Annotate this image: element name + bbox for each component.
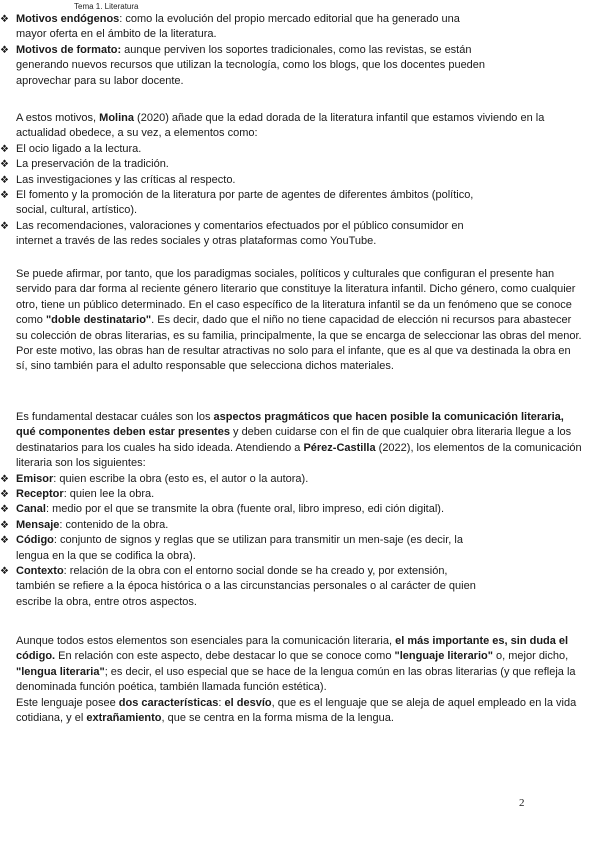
list-item [0,12,488,43]
list-item-text: : conjunto de signos y reglas que se utilizan para transmitir un men-saje (es decir, la lengua en la que se codifica la obra). [16,534,463,562]
diamond-bullet-icon: ❖ [0,190,9,202]
text-run: (2022), los elementos de la comunicación literaria son los siguientes: [16,441,582,470]
list-item-text: Las investigaciones y las críticas al respecto. [16,173,236,186]
diamond-bullet-icon: ❖ [0,519,9,531]
list-item-text: : quien escribe la obra (esto es, el autor o la autora). [53,472,309,485]
list-item [0,43,488,89]
list-item-text: El ocio ligado a la lectura. [16,142,142,155]
text-run: . Es decir, dado que el niño no tiene capacidad de elección ni recursos para abastecer su colección de obras literarias, es su familia, principalmente, la que se encarga de seleccionar las obras del menor. Por este motivo, las obras han de resultar atractivas no solo para el infante, que es al que va destinada la obra en sí, sino también para el adulto responsable que selecciona dichos materiales. [16,314,582,373]
text-run: , que es el lenguaje que se aleja de aquel empleado en la vida cotidiana, y el [16,696,577,725]
text-run: Se puede afirmar, por tanto, que los paradigmas sociales, políticos y culturales que configuran el presente han servido para dar forma al reciente género literario que constituye la literatura infantil. Dicho género, como cualquier otro, tiene un público determinado. En el caso específico de la literatura infantil se da un fenómeno que se conoce como [16,268,576,327]
list-item-term: Motivos de formato: [16,43,122,56]
highlight-term: el desvío [224,696,272,709]
list-item [0,173,488,188]
list-item-term: Motivos endógenos [16,13,120,25]
list-item [0,188,488,219]
diamond-bullet-icon: ❖ [0,143,9,155]
page-header: Tema 1. Literatura [74,2,139,11]
text-run: A estos motivos, [16,112,100,124]
list-item-text: : quien lee la obra. [63,488,155,501]
list-item-text: El fomento y la promoción de la literatura por parte de agentes de diferentes ámbitos (político, social, cultural, artístico). [16,189,474,217]
list-item [0,518,488,533]
author-name: Molina [99,112,134,124]
list-item-term: Emisor [16,472,54,485]
diamond-bullet-icon: ❖ [0,504,9,516]
molina-list [0,142,488,250]
list-item-text: : relación de la obra con el entorno social donde se ha creado y, por extensión, también se refiere a la época histórica o a las circunstancias personales o al carácter de quien escribe la obra, entre otros aspectos. [16,565,476,608]
list-item [0,502,488,517]
diamond-bullet-icon: ❖ [0,174,9,186]
diamond-bullet-icon: ❖ [0,566,9,578]
diamond-bullet-icon: ❖ [0,14,9,25]
highlight-term: aspectos pragmáticos que hacen posible la comunicación literaria, qué componentes deben estar presentes [16,411,564,439]
text-run: o, mejor dicho, [492,650,569,663]
paragraph-paradigmas [16,267,582,375]
paragraph-aspectos [0,410,582,610]
highlight-term: "lenguaje literario" [394,650,493,663]
highlight-term: "lengua literaria" [16,665,105,678]
paragraph-codigo [16,634,582,726]
text-run: y deben cuidarse con el fin de que cualquier obra literaria llegue a los destinatarios para los cuales ha sido ideada. Atendiendo a [16,426,572,454]
diamond-bullet-icon: ❖ [0,44,9,56]
list-item-text: aunque perviven los soportes tradicionales, como las revistas, se están generando nuevos recursos que utilizan la tecnología, como los blogs, que los docentes pueden aprovechar para su labor docente. [16,43,486,87]
list-item-text: : contenido de la obra. [59,518,169,531]
text-run: , que se centra en la forma misma de la lengua. [161,712,394,725]
list-item [0,157,488,172]
text-run: Este lenguaje posee [16,696,119,709]
list-item [0,564,488,610]
text-run: Aunque todos estos elementos son esenciales para la comunicación literaria, [16,635,396,647]
diamond-bullet-icon: ❖ [0,473,9,485]
list-item [0,142,488,157]
list-item-term: Receptor [16,488,64,501]
text-run: Es fundamental destacar cuáles son los [16,411,214,423]
list-item-term: Contexto [16,565,64,578]
list-item [0,472,488,487]
list-item-term: Mensaje [16,518,60,531]
highlight-term: dos características [118,696,219,709]
list-item-text: : como la evolución del propio mercado editorial que ha generado una mayor oferta en el ámbito de la literatura. [16,13,460,41]
list-item [0,487,488,502]
diamond-bullet-icon: ❖ [0,535,9,547]
list-item-term: Código [16,534,54,547]
elements-list [0,472,488,611]
page-number: 2 [519,797,525,809]
list-item-text: La preservación de la tradición. [16,158,169,171]
list-item-text: Las recomendaciones, valoraciones y comentarios efectuados por el público consumidor en internet a través de las redes sociales y otras plataformas como YouTube. [16,219,464,248]
list-item [0,219,488,250]
text-run: En relación con este aspecto, debe destacar lo que se conoce como [55,650,395,663]
text-run: : [218,696,225,709]
highlight-term: extrañamiento [86,712,162,725]
motivos-list [0,12,582,89]
paragraph-molina [0,111,582,250]
diamond-bullet-icon: ❖ [0,159,9,171]
text-run: ; es decir, el uso especial que se hace de la lengua común en las obras literarias (y que refleja la denominada función poética, también llamada función estética). [16,665,576,694]
author-name: Pérez-Castilla [303,441,376,454]
list-item [0,533,488,564]
list-item-term: Canal [16,503,46,516]
diamond-bullet-icon: ❖ [0,220,9,232]
text-run: (2020) añade que la edad dorada de la literatura infantil que estamos viviendo en la actualidad obedece, a su vez, a elementos como: [16,112,545,140]
highlight-term: "doble destinatario" [45,314,152,327]
diamond-bullet-icon: ❖ [0,489,9,501]
highlight-term: el más importante es, sin duda el código. [16,635,569,663]
list-item-text: : medio por el que se transmite la obra (fuente oral, libro impreso, edi ción digital). [45,503,444,516]
